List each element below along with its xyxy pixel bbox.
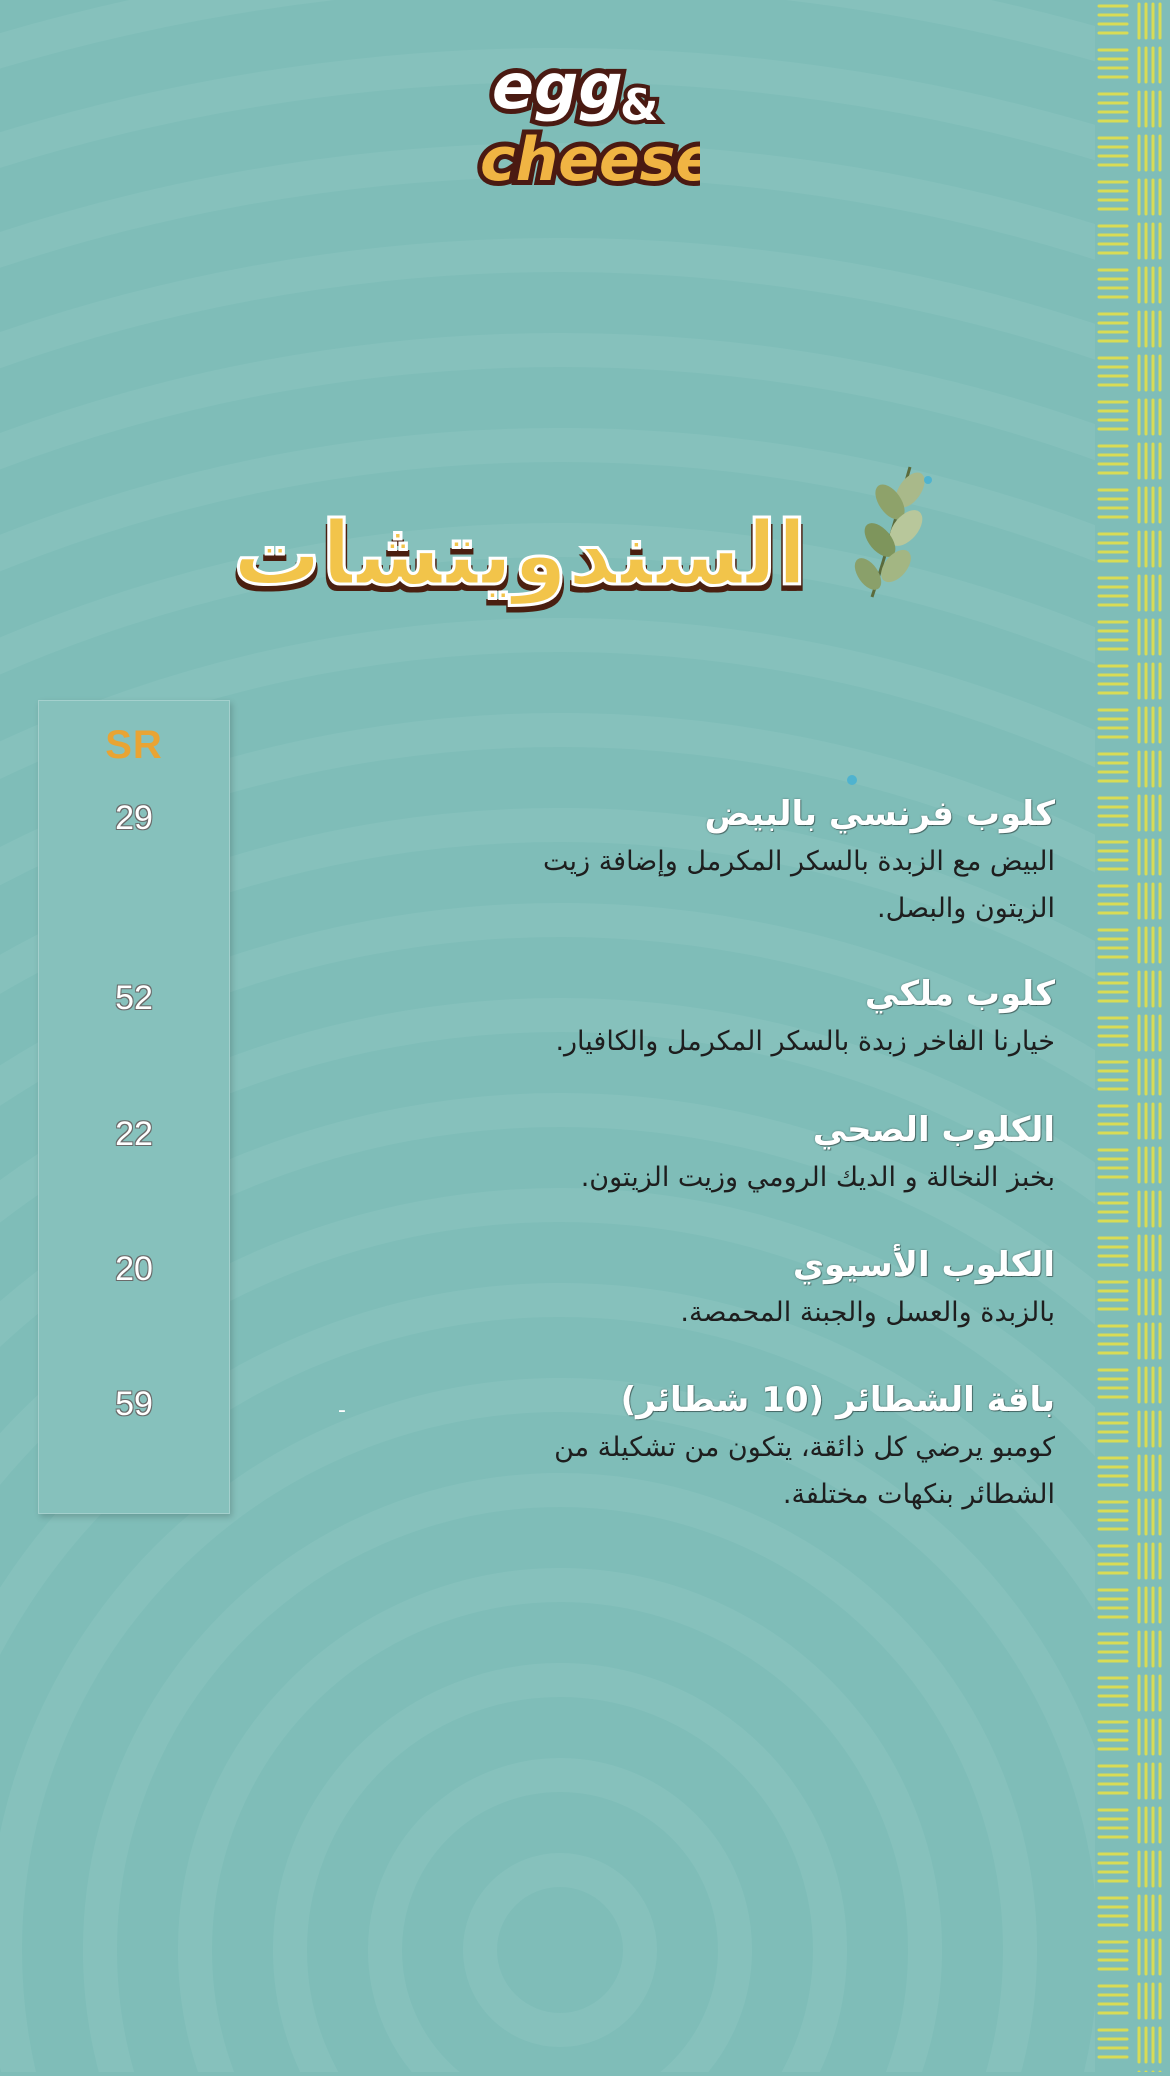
price-item-2: 52 [115, 979, 153, 1017]
price-column [38, 700, 230, 1514]
menu-item [355, 1376, 1055, 1518]
menu-item-name: الكلوب الأسيوي [792, 1245, 1055, 1285]
menu-item [355, 970, 1055, 1065]
menu-item [355, 1241, 1055, 1336]
decor-dot [847, 775, 857, 785]
separator-dash: - [338, 1398, 346, 1423]
price-item-5: 59 [115, 1385, 153, 1423]
price-item-3: 22 [115, 1115, 153, 1153]
menu-item-description: بالزبدة والعسل والجبنة المحمصة. [680, 1297, 1055, 1328]
section-title [190, 488, 850, 618]
menu-item-name: الكلوب الصحي [812, 1110, 1055, 1150]
price-item-1: 29 [115, 799, 153, 837]
menu-item-description: البيض مع الزبدة بالسكر المكرمل وإضافة زيت الزيتون والبصل. [543, 846, 1055, 924]
brand-logo [470, 30, 700, 200]
logo-ampersand: & [620, 80, 659, 131]
menu-item-name: كلوب فرنسي بالبيض [704, 794, 1055, 834]
menu-item-description: خيارنا الفاخر زبدة بالسكر المكرمل والكافيار. [555, 1026, 1055, 1057]
background-arc [480, 1870, 640, 2030]
decorative-side-strip [1095, 0, 1170, 2072]
leaf-branch-icon [850, 462, 940, 602]
menu-item [355, 790, 1055, 932]
menu-item [355, 1106, 1055, 1201]
menu-item-name: باقة الشطائر (10 شطائر) [620, 1380, 1055, 1420]
logo-egg: egg [492, 50, 623, 123]
menu-item-name: كلوب ملكي [864, 974, 1055, 1014]
price-item-4: 20 [115, 1250, 153, 1288]
logo-cheese: cheese [480, 125, 700, 195]
menu-item-description: بخبز النخالة و الديك الرومي وزيت الزيتون. [580, 1162, 1055, 1193]
currency-label: SR [105, 723, 163, 767]
section-title-text: السندويتشات [232, 501, 808, 605]
menu-item-description: كومبو يرضي كل ذائقة، يتكون من تشكيلة من الشطائر بنكهات مختلفة. [554, 1432, 1055, 1510]
